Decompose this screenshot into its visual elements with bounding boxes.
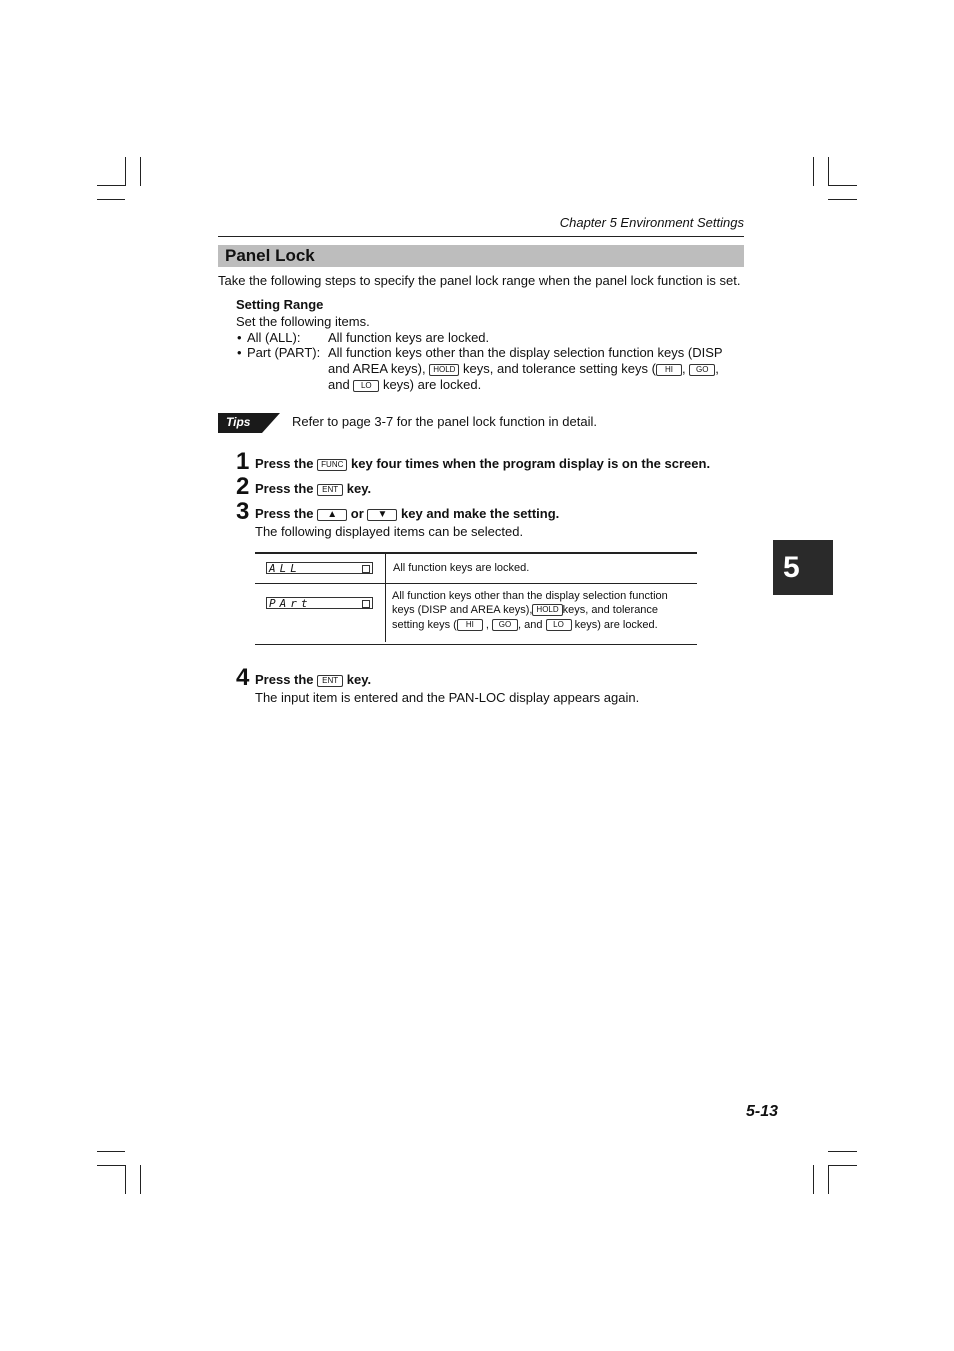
lo-key-icon: LO	[546, 619, 572, 631]
down-arrow-key-icon: ▼	[367, 509, 397, 521]
table-row-divider	[255, 583, 697, 584]
item-term: Part (PART):	[247, 345, 321, 360]
table-cell-desc-line2: keys (DISP and AREA keys), HOLD keys, and tolerance	[392, 604, 659, 616]
step-number: 1	[236, 448, 250, 475]
step-number: 3	[236, 498, 250, 525]
step-3-note: The following displayed items can be selected.	[255, 524, 524, 539]
hi-key-icon: HI	[457, 619, 483, 631]
lo-key-icon: LO	[353, 380, 379, 392]
item-term: All (ALL):	[247, 330, 301, 345]
setting-range-heading: Setting Range	[236, 297, 324, 312]
ent-key-icon: ENT	[317, 484, 343, 496]
table-cell-desc: All function keys are locked.	[393, 562, 530, 574]
hold-key-icon: HOLD	[532, 604, 562, 616]
step-4-text: Press the ENT key.	[255, 672, 372, 687]
page-number: 5-13	[745, 1103, 778, 1120]
ent-key-icon: ENT	[317, 675, 343, 687]
header-rule	[218, 236, 744, 237]
table-cell-desc-line3: setting keys ( HI , GO , and LO keys) are locked.	[392, 619, 658, 631]
bullet: •	[237, 330, 242, 345]
item-desc-line2: and AREA keys), HOLD keys, and tolerance setting keys ( HI , GO ,	[328, 361, 719, 376]
item-desc-line1: All function keys other than the display selection function keys (DISP	[328, 345, 723, 360]
step-4-note: The input item is entered and the PAN-LOC display appears again.	[255, 690, 640, 705]
lcd-display-all: ALL	[266, 562, 373, 574]
go-key-icon: GO	[492, 619, 518, 631]
step-2-text: Press the ENT key.	[255, 481, 372, 496]
hold-key-icon: HOLD	[429, 364, 459, 376]
lcd-indicator-icon	[362, 600, 370, 608]
go-key-icon: GO	[689, 364, 715, 376]
step-number: 4	[236, 664, 250, 691]
bullet: •	[237, 345, 242, 360]
setting-range-lead: Set the following items.	[236, 314, 370, 329]
step-number: 2	[236, 473, 250, 500]
section-intro: Take the following steps to specify the panel lock range when the panel lock function is set.	[218, 273, 741, 288]
up-arrow-key-icon: ▲	[317, 509, 347, 521]
item-desc-line3: and LO keys) are locked.	[328, 377, 482, 392]
step-1-text: Press the FUNC key four times when the program display is on the screen.	[255, 456, 711, 471]
item-desc: All function keys are locked.	[328, 330, 490, 345]
func-key-icon: FUNC	[317, 459, 347, 471]
tips-label: Tips	[226, 415, 251, 429]
table-divider	[385, 552, 386, 642]
chapter-header: Chapter 5 Environment Settings	[559, 215, 744, 230]
lcd-indicator-icon	[362, 565, 370, 573]
hi-key-icon: HI	[656, 364, 682, 376]
tips-text: Refer to page 3-7 for the panel lock function in detail.	[292, 414, 597, 429]
section-title: Panel Lock	[225, 246, 315, 265]
step-3-text: Press the ▲ or ▼ key and make the setting.	[255, 506, 560, 521]
table-cell-desc-line1: All function keys other than the display selection function	[392, 590, 668, 602]
chapter-side-tab: 5	[773, 540, 833, 595]
lcd-display-part: PArt	[266, 597, 373, 609]
